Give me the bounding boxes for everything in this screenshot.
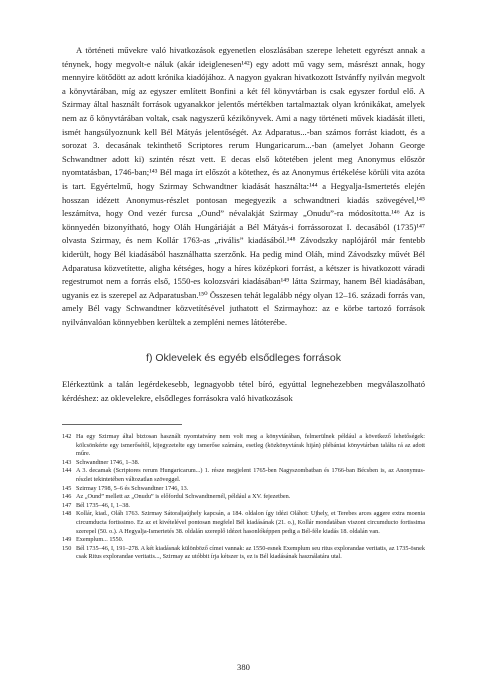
main-paragraph-text: A történeti művekre való hivatkozások egyenetlen eloszlásában szerepe lehetett egyrészt annak a ténynek, hogy megvolt-e náluk (akár ideiglenesen¹⁴²) egy adott mű vagy sem, másrészt annak, hogy mennyire kötődött az adott krónika kiadójához. A nagyon gyakran hivatkozott Istvánffy nyilván megvolt a könyvtárában, míg az egyszer említett Bonfini a két fél könyvtárban is csak egyszer fordul elő. A Szirmay által használt források ugyanakkor jelentős mértékben tartalmaztak olyan krónikákat, amelyek nem az ő könyvtárában voltak, csak nagyszerű kézikönyvek. Ami a nagy történeti művek kiadását illeti, ismét hangsúlyoznunk kell Bél Mátyás jelentőségét. Az Adparatus...-ban számos forrást kiadott, és a sorozat 3. decasának tekinthető Scriptores rerum Hungaricarum...-ban (amelyet Johann George Schwandtner adott ki) szintén részt vett. E decas első kötetében jelent meg Anonymus először nyomtatásban, 1746-ban;¹⁴³ Bél maga írt előszót a kötethez, és az Anonymus értékelése körüli vita azóta is tart. Egyértelmű, hogy Szirmay Schwandtner kiadását használta:¹⁴⁴ a Hegyalja-Ismertetés elején hosszan idézett Anonymus-részlet pontosan megegyezik a schwandtneri kiadás szövegével,¹⁴⁵ leszámítva, hogy Ond vezér furcsa „Ound” névalakját Szirmay „Onudu”-ra módosította.¹⁴⁶ Az is könnyedén bizonyítható, hogy Oláh Hungáriáját a Bél Mátyás-i forrássorozat I. decasából (1735)¹⁴⁷ olvasta Szirmay, és nem Kollár 1763-as „rivális” kiadásából.¹⁴⁸ Závodszky naplójáról már fentebb kiderült, hogy Bél kiadásából használhatta szerzőnk. Ha pedig mind Oláh, mind Závodszky művét Bél Adparatusa közvetítette, aligha kétséges, hogy a híres középkori forrást, a kétszer is hivatkozott váradi regestrumot nem a forrás első, 1550-es kolozsvári kiadásában¹⁴⁹ látta Szirmay, hanem Bél kiadásában, ugyanis ez is szerepel az Adparatusban.¹⁵⁰ Összesen tehát legalább négy olyan 12–16. századi forrás van, amely Bél vagy Schwandtner közvetítésével juthatott el Szirmayhoz: az e körbe tartozó források nyilvánvalóan könnyebben kerültek a zempléni nemes látóterébe.: [62, 45, 425, 327]
footnote-text: Bél 1735–46, I, 191–278. A két kiadásnak különböző címei vannak: az 1550-esnek Exemplum seu ritus explorandae veritatis, az 1735-ösnek csak Ritus explorandae veritatis..., Szirmay az utóbbit írja kétszer is, ez is Bél kiadásának használatára utal.: [76, 544, 425, 561]
section-paragraph-text: Elérkeztünk a talán legérdekesebb, legnagyobb tétel bíró, egyúttal legnehezebben megválaszolható kérdéshez: az oklevelekre, elsődleges forrásokra való hivatkozások: [62, 379, 425, 403]
footnote: [62, 467, 425, 484]
footnote-text: Exemplum... 1550.: [76, 536, 124, 544]
page-number: 380: [237, 662, 250, 672]
footnote: [62, 459, 425, 468]
footnote-number: 145: [62, 484, 72, 492]
footnote: [62, 433, 425, 459]
footnote-text: Schwandtner 1746, 1–38.: [76, 458, 140, 466]
footnote-number: 142: [62, 433, 72, 440]
footnote: [62, 502, 425, 511]
footnote: [62, 545, 425, 562]
footnote-text: Bél 1735–46, I, 1–38.: [76, 501, 130, 509]
footnote-text: Szirmay 1798, 5–6 és Schwandtner 1746, 13.: [76, 484, 189, 492]
footnote-number: 147: [62, 501, 72, 509]
section-heading: f) Oklevelek és egyéb elsődleges források: [146, 352, 341, 364]
footnote-text: Ha egy Szirmay által biztosan használt nyomtatvány nem volt meg a könyvtárában, felmerülnek például a következő lehetőségek: kölcsönkérte egy ismerősétől, kijegyzetelte egy ismerőse számára, esetleg (közkönyvtárak hiján) plébániai könyvtárban találta rá az adott műre.: [76, 433, 425, 458]
main-paragraph: [62, 44, 425, 329]
footnote: [62, 485, 425, 494]
footnote-number: 143: [62, 458, 72, 466]
footnote: [62, 510, 425, 536]
footnote-text: Kollár, kiad., Oláh 1763. Szirmay Sátoraljaújhely kapcsán, a 184. oldalon így idézi Oláhot: Ujhely, et Terebes arces aggere extra moenia circumducta fortissimo. Ez az et kivételével pontosan megfelel Bél kiadásának (21. o.), Kollár mondatában viszont circumducto fortissima szerepel (50. o.). A Hegyalja-Ismertetés 38. oldalán szereplő idézet hasonlóképpen pedig a Bél-féle kiadás 18. oldalán van.: [76, 510, 425, 535]
footnote-text: Az „Ound” mellett az „Onudu” is előfordul Schwandtnernél, például a XV. fejezetben.: [76, 493, 291, 501]
footnote-divider: [62, 424, 182, 425]
section-paragraph: [62, 378, 425, 405]
footnote-list: [62, 433, 425, 562]
footnote: [62, 493, 425, 502]
footnote-number: 150: [62, 544, 72, 552]
footnote-number: 149: [62, 536, 72, 544]
footnote-number: 146: [62, 493, 72, 501]
footnote-number: 148: [62, 510, 72, 518]
footnote: [62, 536, 425, 545]
footnote-number: 144: [62, 467, 72, 475]
footnote-text: A 3. decamak (Scriptores rerum Hungaricarum...) 1. része megjelent 1765-ben Nagyszombatban és 1766-ban Bécsben is, az Anonymus-részlet tekintetében változatlan szöveggel.: [76, 467, 425, 483]
